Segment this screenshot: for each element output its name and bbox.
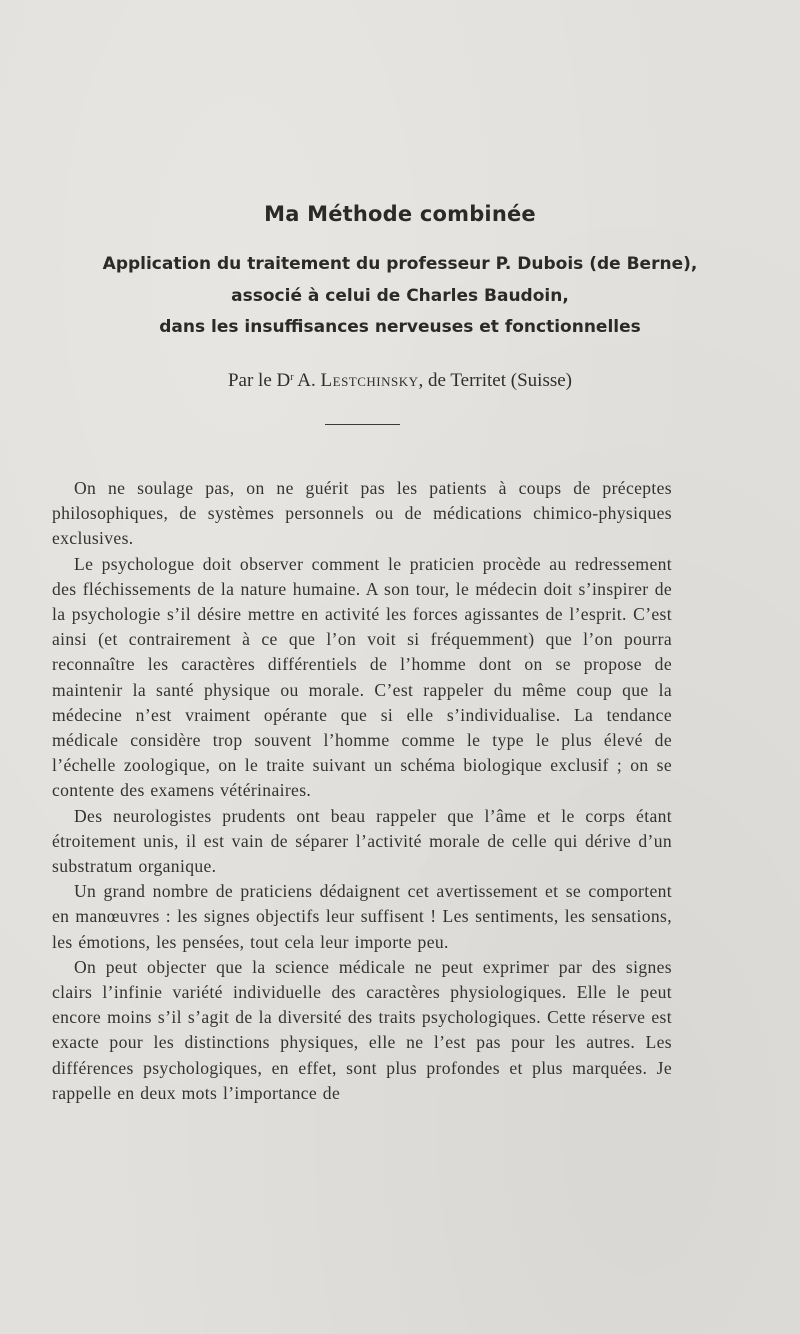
byline-sup: r bbox=[290, 372, 294, 383]
article-body bbox=[52, 476, 672, 1106]
paragraph-2: Le psychologue doit observer comment le praticien procède au redressement des fléchissements de la nature humaine. A son tour, le médecin doit s’inspirer de la psychologie s’il désire mettre en activité les forces agissantes de l’esprit. C’est ainsi (et contrairement à ce que l’on voit si fréquemment) que l’on pourra reconnaître les caractères différentiels de l’homme dont on se propose de maintenir la santé physique ou morale. C’est rappeler du même coup que la médecine n’est vraiment opérante que si elle s’individualise. La tendance médicale considère trop souvent l’homme comme le type le plus élevé de l’échelle zoologique, on le traite suivant un schéma biologique exclusif ; on se contente des examens vétérinaires. bbox=[52, 553, 672, 801]
byline-initial: A. bbox=[297, 370, 316, 391]
separator-rule bbox=[325, 424, 400, 425]
article-title: Ma Méthode combinée bbox=[264, 202, 536, 226]
byline-prefix: Par le D bbox=[227, 370, 291, 391]
subtitle-line-1: Application du traitement du professeur P. Dubois (de Berne), bbox=[102, 254, 698, 274]
paragraph-3: Des neurologistes prudents ont beau rappeler que l’âme et le corps étant étroitement unis, il est vain de séparer l’activité morale de celle qui dérive d’un substratum organique. bbox=[52, 805, 672, 877]
byline-suffix: , de Territet (Suisse) bbox=[418, 370, 572, 391]
subtitle-line-3: dans les insuffisances nerveuses et fonctionnelles bbox=[159, 317, 641, 337]
author-name: Lestchinsky bbox=[320, 370, 419, 391]
paragraph-4: Un grand nombre de praticiens dédaignent cet avertissement et se comportent en manœuvres : les signes objectifs leur suffisent ! Les sentiments, les sensations, les émotions, les pensées, tout cela leur importe peu. bbox=[52, 881, 672, 952]
author-byline bbox=[0, 370, 800, 392]
paragraph-5: On peut objecter que la science médicale ne peut exprimer par des signes clairs l’infinie variété individuelle des caractères physiologiques. Elle le peut encore moins s’il s’agit de la diversité des traits psychologiques. Cette réserve est exacte pour les distinctions physiques, elle ne l’est pas pour les autres. Les différences psychologiques, en effet, sont plus profondes et plus marquées. Je rappelle en deux mots l’importance de bbox=[52, 956, 672, 1103]
paragraph-1: On ne soulage pas, on ne guérit pas les patients à coups de préceptes philosophiques, de systèmes personnels ou de médications chimico-physiques exclusives. bbox=[52, 478, 672, 549]
subtitle-line-2: associé à celui de Charles Baudoin, bbox=[231, 286, 569, 306]
